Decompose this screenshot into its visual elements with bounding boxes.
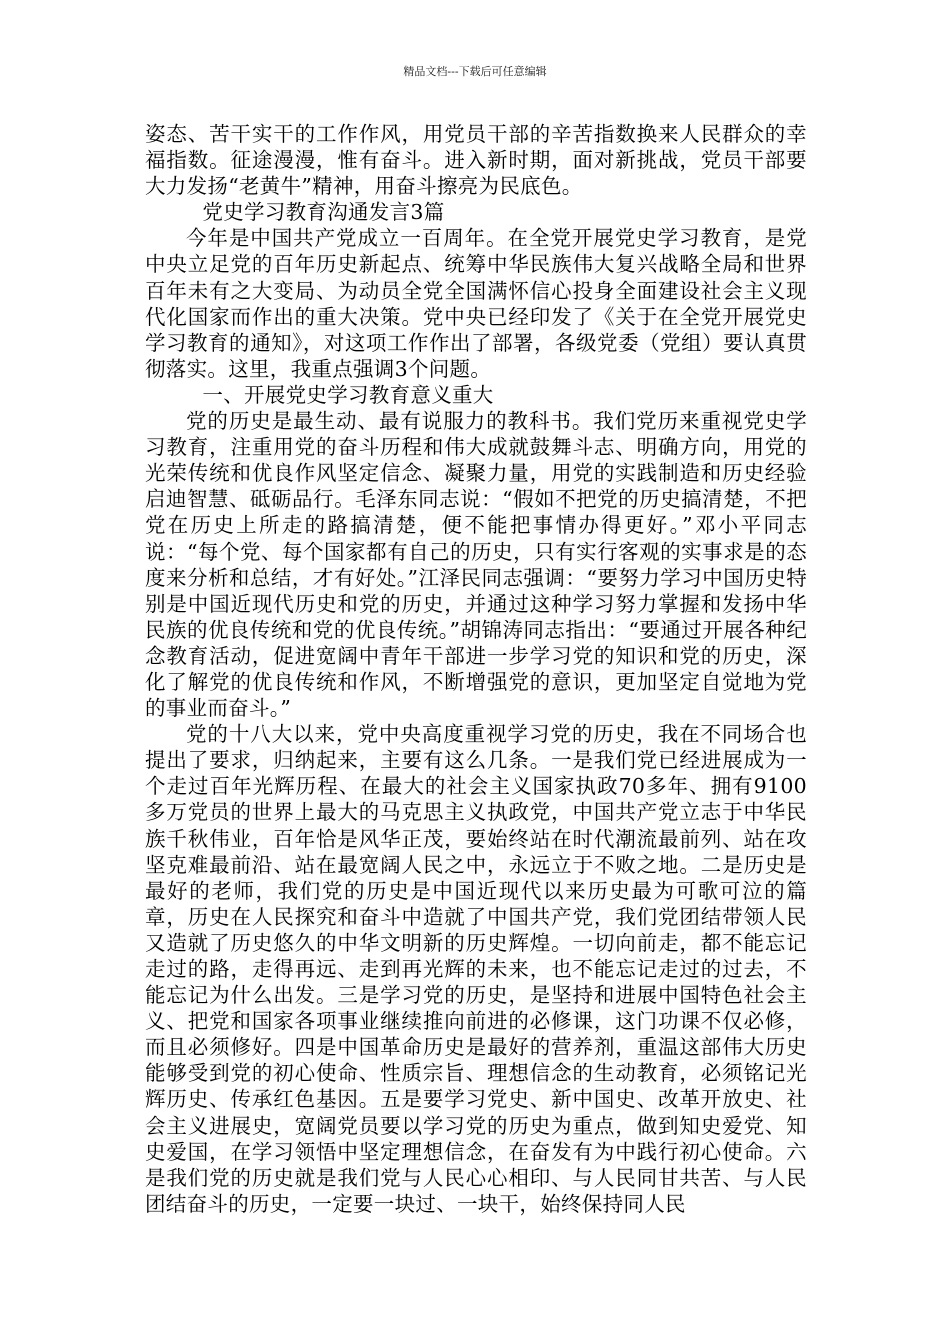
body-paragraph: 党的历史是最生动、最有说服力的教科书。我们党历来重视党史学习教育，注重用党的奋斗历程和伟大成就鼓舞斗志、明确方向，用党的光荣传统和优良作风坚定信念、凝聚力量，用党的实践制造和历史经验启迪智慧、砥砺品行。毛泽东同志说：“假如不把党的历史搞清楚，不把党在历史上所走的路搞清楚，便不能把事情办得更好。”邓小平同志说：“每个党、每个国家都有自己的历史，只有实行客观的实事求是的态度来分析和总结，才有好处。”江泽民同志强调：“要努力学习中国历史特别是中国近现代历史和党的历史，并通过这种学习努力掌握和发扬中华民族的优良传统和党的优良传统。”胡锦涛同志指出：“要通过开展各种纪念教育活动，促进宽阔中青年干部进一步学习党的知识和党的历史，深化了解党的优良传统和作风，不断增强党的意识，更加坚定自觉地为党的事业而奋斗。” (145, 409, 807, 721)
intro-paragraph: 今年是中国共产党成立一百周年。在全党开展党史学习教育，是党中央立足党的百年历史新起点、统筹中华民族伟大复兴战略全局和世界百年未有之大变局、为动员全党全国满怀信心投身全面建设社会主义现代化国家而作出的重大决策。党中央已经印发了《关于在全党开展党史学习教育的通知》，对这项工作作出了部署，各级党委（党组）要认真贯彻落实。这里，我重点强调3个问题。 (145, 226, 807, 381)
document-body (145, 121, 807, 1217)
section-heading: 一、开展党史学习教育意义重大 (202, 382, 494, 407)
page-header-watermark (0, 64, 950, 80)
body-paragraph: 党的十八大以来，党中央高度重视学习党的历史，我在不同场合也提出了要求，归纳起来，主要有这么几条。一是我们党已经进展成为一个走过百年光辉历程、在最大的社会主义国家执政70多年、拥有9100多万党员的世界上最大的马克思主义执政党，中国共产党立志于中华民族千秋伟业，百年恰是风华正茂，要始终站在时代潮流最前列、站在攻坚克难最前沿、站在最宽阔人民之中，永远立于不败之地。二是历史是最好的老师，我们党的历史是中国近现代以来历史最为可歌可泣的篇章，历史在人民探究和奋斗中造就了中国共产党，我们党团结带领人民又造就了历史悠久的中华文明新的历史辉煌。一切向前走，都不能忘记走过的路，走得再远、走到再光辉的未来，也不能忘记走过的过去，不能忘记为什么出发。三是学习党的历史，是坚持和进展中国特色社会主义、把党和国家各项事业继续推向前进的必修课，这门功课不仅必修，而且必须修好。四是中国革命历史是最好的营养剂，重温这部伟大历史能够受到党的初心使命、性质宗旨、理想信念的生动教育，必须铭记光辉历史、传承红色基因。五是要学习党史、新中国史、改革开放史、社会主义进展史，宽阔党员要以学习党的历史为重点，做到知史爱党、知史爱国，在学习领悟中坚定理想信念，在奋发有为中践行初心使命。六是我们党的历史就是我们党与人民心心相印、与人民同甘共苦、与人民团结奋斗的历史，一定要一块过、一块干，始终保持同人民 (145, 722, 807, 1216)
header-text: 精品文档---下载后可任意编辑 (403, 65, 547, 78)
continuation-paragraph: 姿态、苦干实干的工作作风，用党员干部的辛苦指数换来人民群众的幸福指数。征途漫漫，惟有奋斗。进入新时期，面对新挑战，党员干部要大力发扬“老黄牛”精神，用奋斗擦亮为民底色。 (145, 122, 807, 199)
document-title: 党史学习教育沟通发言3篇 (202, 200, 445, 225)
